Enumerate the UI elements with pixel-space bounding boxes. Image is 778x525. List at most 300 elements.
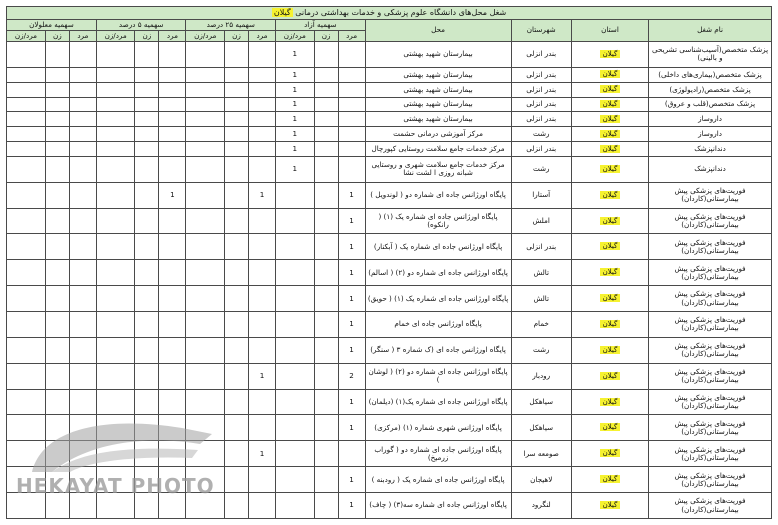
cell-quota-count [225,260,249,286]
cell-quota-count [314,260,338,286]
cell-quota-count [96,127,135,142]
table-row [7,67,772,82]
cell-quota-count: 1 [338,493,365,519]
cell-quota-count [7,363,46,389]
cell-quota-count [135,260,159,286]
cell-quota-count [186,286,225,312]
cell-job: پزشک متخصص(قلب و عروق) [649,97,772,112]
cell-quota-count [248,208,275,234]
cell-quota-count [135,467,159,493]
cell-quota-count [338,67,365,82]
header-quota-5: سهمیه ۵ درصد [96,20,186,31]
cell-quota-count [7,112,46,127]
cell-quota-count [135,127,159,142]
cell-quota-count [96,493,135,519]
cell-quota-count [338,142,365,157]
cell-quota-count: 1 [338,234,365,260]
cell-city: صومعه سرا [511,441,571,467]
cell-quota-count [96,112,135,127]
cell-province [571,493,648,519]
cell-quota-count [45,142,69,157]
subheader-either: مرد/زن [7,31,46,42]
header-job: نام شغل [649,20,772,42]
cell-location: پایگاه اورژانس جاده ای شماره یک(۱) (دیلمان) [365,389,511,415]
cell-quota-count [69,415,96,441]
subheader-either: مرد/زن [276,31,315,42]
cell-quota-count: 1 [159,182,186,208]
cell-quota-count [45,337,69,363]
cell-quota-count [159,493,186,519]
cell-quota-count [276,467,315,493]
cell-quota-count [314,142,338,157]
cell-province [571,311,648,337]
cell-quota-count [96,337,135,363]
table-row [7,142,772,157]
cell-location: مرکز آموزشی درمانی حشمت [365,127,511,142]
table-row [7,260,772,286]
table-body [7,42,772,519]
cell-job: پزشک متخصص(بیماری‌های داخلی) [649,67,772,82]
cell-quota-count [314,441,338,467]
cell-quota-count [248,82,275,97]
cell-quota-count [159,415,186,441]
cell-quota-count [248,415,275,441]
cell-quota-count [248,389,275,415]
cell-quota-count [69,260,96,286]
cell-quota-count [7,441,46,467]
cell-quota-count [186,42,225,68]
cell-quota-count [225,234,249,260]
cell-quota-count [135,67,159,82]
cell-quota-count [45,441,69,467]
cell-quota-count [314,82,338,97]
cell-quota-count [69,441,96,467]
cell-quota-count [186,311,225,337]
watermark-text: HEKAYAT PHOTO [16,474,215,498]
job-table [6,6,772,519]
cell-job: پزشک متخصص(آسیب‌شناسی تشریحی و بالینی) [649,42,772,68]
cell-quota-count [7,127,46,142]
cell-city: بندر انزلی [511,97,571,112]
cell-location: پایگاه اورژانس جاده ای (ک شماره ۳ ( سنگر) [365,337,511,363]
cell-quota-count [45,156,69,182]
cell-quota-count [314,156,338,182]
cell-location: بیمارستان شهید بهشتی [365,42,511,68]
cell-city: بندر انزلی [511,112,571,127]
cell-job: فوریت‌های پزشکی پیش بیمارستانی(کاردان) [649,311,772,337]
subheader-men: مرد [69,31,96,42]
cell-location: پایگاه اورژانس جاده ای شماره یک (۱) ( رانکوه) [365,208,511,234]
cell-quota-count: 1 [338,389,365,415]
cell-quota-count [248,286,275,312]
cell-quota-count [7,389,46,415]
cell-quota-count [248,311,275,337]
cell-job: داروساز [649,127,772,142]
cell-quota-count: 1 [276,67,315,82]
table-row [7,363,772,389]
cell-quota-count [159,208,186,234]
cell-city: تالش [511,260,571,286]
cell-quota-count [7,260,46,286]
cell-quota-count [225,156,249,182]
cell-quota-count [338,441,365,467]
cell-quota-count [186,441,225,467]
cell-location: پایگاه اورژانس جاده ای شماره دو ( لوندویل ) [365,182,511,208]
cell-quota-count [135,156,159,182]
cell-quota-count [248,97,275,112]
cell-city: لاهیجان [511,467,571,493]
header-quota-free: سهمیه آزاد [276,20,366,31]
cell-quota-count: 1 [338,467,365,493]
cell-location: پایگاه اورژانس جاده ای شماره یک ( آبکنار) [365,234,511,260]
cell-quota-count [276,493,315,519]
cell-quota-count [135,363,159,389]
province-badge: گیلان [600,501,621,509]
cell-quota-count [276,311,315,337]
province-badge: گیلان [600,70,621,78]
cell-quota-count [225,493,249,519]
cell-quota-count: 1 [276,112,315,127]
province-badge: گیلان [600,115,621,123]
table-row [7,97,772,112]
cell-job: فوریت‌های پزشکی پیش بیمارستانی(کاردان) [649,286,772,312]
cell-job: دندانپزشک [649,142,772,157]
cell-quota-count [159,127,186,142]
cell-quota-count: 1 [338,415,365,441]
cell-quota-count [248,127,275,142]
cell-quota-count [135,441,159,467]
cell-quota-count [7,82,46,97]
cell-quota-count [248,156,275,182]
cell-quota-count [69,82,96,97]
cell-province [571,67,648,82]
cell-quota-count [45,67,69,82]
cell-quota-count [135,97,159,112]
cell-quota-count: 1 [338,182,365,208]
cell-location: بیمارستان شهید بهشتی [365,67,511,82]
cell-quota-count [248,42,275,68]
cell-job: فوریت‌های پزشکی پیش بیمارستانی(کاردان) [649,415,772,441]
cell-province [571,208,648,234]
cell-province [571,97,648,112]
cell-quota-count [69,311,96,337]
cell-quota-count [186,142,225,157]
cell-quota-count [69,182,96,208]
cell-quota-count [7,97,46,112]
cell-job: فوریت‌های پزشکی پیش بیمارستانی(کاردان) [649,363,772,389]
cell-city: آستارا [511,182,571,208]
cell-location: پایگاه اورژانس جاده ای شماره دو (۲) ( اسالم) [365,260,511,286]
cell-quota-count [159,286,186,312]
cell-quota-count [186,467,225,493]
cell-quota-count [225,208,249,234]
cell-quota-count [159,260,186,286]
cell-quota-count [96,467,135,493]
cell-quota-count [186,156,225,182]
table-row [7,337,772,363]
cell-quota-count [248,142,275,157]
cell-quota-count: 1 [276,142,315,157]
cell-quota-count [45,311,69,337]
cell-city: بندر انزلی [511,42,571,68]
cell-quota-count [7,493,46,519]
cell-quota-count: 1 [248,363,275,389]
subheader-men: مرد [248,31,275,42]
cell-quota-count: 1 [248,182,275,208]
cell-location: بیمارستان شهید بهشتی [365,112,511,127]
cell-province [571,156,648,182]
cell-quota-count: 2 [338,363,365,389]
cell-quota-count [248,337,275,363]
cell-location: بیمارستان شهید بهشتی [365,97,511,112]
cell-quota-count [45,389,69,415]
province-badge: گیلان [600,398,621,406]
cell-quota-count [186,127,225,142]
cell-quota-count [45,82,69,97]
province-badge: گیلان [600,217,621,225]
cell-quota-count [7,42,46,68]
cell-location: پایگاه اورژانس جاده ای شماره سه(۳) ( چاف) [365,493,511,519]
cell-quota-count [45,127,69,142]
cell-job: داروساز [649,112,772,127]
table-row [7,234,772,260]
cell-quota-count [69,286,96,312]
province-badge: گیلان [600,294,621,302]
table-row [7,182,772,208]
cell-quota-count [159,234,186,260]
cell-quota-count [276,286,315,312]
cell-quota-count [45,286,69,312]
cell-city: سیاهکل [511,415,571,441]
cell-quota-count [276,337,315,363]
title-highlight: گیلان [273,7,291,17]
cell-quota-count [186,67,225,82]
cell-province [571,389,648,415]
cell-quota-count [159,82,186,97]
province-badge: گیلان [600,191,621,199]
cell-quota-count [159,97,186,112]
cell-quota-count [45,415,69,441]
cell-location: پایگاه اورژانس شهری شماره (۱) (مرکزی) [365,415,511,441]
cell-quota-count [314,97,338,112]
cell-quota-count [248,234,275,260]
cell-quota-count [225,42,249,68]
cell-quota-count: 1 [248,441,275,467]
cell-quota-count [135,182,159,208]
cell-city: سیاهکل [511,389,571,415]
cell-province [571,337,648,363]
cell-quota-count [7,311,46,337]
cell-location: پایگاه اورژانس جاده ای شماره دو (۲) ( لوشان ) [365,363,511,389]
cell-quota-count [135,286,159,312]
cell-city: بندر انزلی [511,142,571,157]
cell-quota-count [69,127,96,142]
cell-quota-count: 1 [338,208,365,234]
cell-quota-count [69,97,96,112]
cell-quota-count [45,234,69,260]
header-city: شهرستان [511,20,571,42]
cell-city: رشت [511,337,571,363]
cell-quota-count [96,97,135,112]
cell-quota-count [314,112,338,127]
cell-quota-count [225,112,249,127]
cell-location: پایگاه اورژانس جاده ای شماره دو ( گوراب زرمیخ) [365,441,511,467]
subheader-men: مرد [338,31,365,42]
cell-quota-count [225,127,249,142]
cell-city: رشت [511,127,571,142]
province-badge: گیلان [600,372,621,380]
header-location: محل [365,20,511,42]
cell-location: پایگاه اورژانس جاده ای خمام [365,311,511,337]
province-badge: گیلان [600,50,621,58]
cell-quota-count [159,337,186,363]
cell-quota-count [45,363,69,389]
table-row [7,208,772,234]
header-province: استان [571,20,648,42]
table-row [7,82,772,97]
cell-quota-count [338,112,365,127]
cell-quota-count [314,286,338,312]
cell-quota-count [186,260,225,286]
cell-quota-count [7,286,46,312]
cell-quota-count [96,363,135,389]
cell-job: فوریت‌های پزشکی پیش بیمارستانی(کاردان) [649,234,772,260]
cell-quota-count [96,42,135,68]
cell-quota-count: 1 [276,156,315,182]
cell-quota-count [69,156,96,182]
cell-quota-count [45,260,69,286]
cell-quota-count [314,182,338,208]
cell-quota-count [96,234,135,260]
cell-quota-count [225,67,249,82]
cell-quota-count [96,415,135,441]
cell-quota-count [225,337,249,363]
cell-quota-count [225,286,249,312]
cell-quota-count [135,208,159,234]
cell-quota-count [7,467,46,493]
cell-province [571,234,648,260]
cell-quota-count [69,337,96,363]
cell-city: بندر انزلی [511,82,571,97]
cell-quota-count [159,467,186,493]
cell-quota-count [96,67,135,82]
cell-quota-count [314,234,338,260]
cell-location: بیمارستان شهید بهشتی [365,82,511,97]
cell-quota-count [135,82,159,97]
cell-quota-count [314,337,338,363]
province-badge: گیلان [600,100,621,108]
cell-quota-count [159,311,186,337]
cell-job: فوریت‌های پزشکی پیش بیمارستانی(کاردان) [649,467,772,493]
cell-quota-count: 1 [276,97,315,112]
cell-quota-count [248,493,275,519]
cell-quota-count [45,493,69,519]
cell-quota-count [276,260,315,286]
cell-city: بندر انزلی [511,234,571,260]
cell-quota-count [69,493,96,519]
cell-province [571,363,648,389]
cell-quota-count [69,67,96,82]
cell-quota-count [276,389,315,415]
cell-quota-count [338,156,365,182]
cell-quota-count [135,415,159,441]
cell-quota-count [159,389,186,415]
table-row [7,112,772,127]
cell-quota-count [135,42,159,68]
cell-quota-count [135,493,159,519]
table-row [7,493,772,519]
cell-quota-count [96,142,135,157]
cell-job: دندانپزشک [649,156,772,182]
cell-quota-count: 1 [338,286,365,312]
subheader-women: زن [314,31,338,42]
cell-quota-count [276,208,315,234]
province-badge: گیلان [600,165,621,173]
cell-location: پایگاه اورژانس جاده ای شماره یک ( رودبنه ) [365,467,511,493]
cell-quota-count [7,208,46,234]
cell-quota-count [186,182,225,208]
cell-quota-count [7,67,46,82]
cell-quota-count [276,415,315,441]
cell-quota-count [69,467,96,493]
cell-quota-count [225,97,249,112]
cell-province [571,142,648,157]
cell-quota-count [338,42,365,68]
cell-province [571,286,648,312]
cell-province [571,42,648,68]
cell-quota-count [69,142,96,157]
province-badge: گیلان [600,145,621,153]
subheader-women: زن [45,31,69,42]
cell-quota-count [96,182,135,208]
cell-province [571,441,648,467]
cell-quota-count [135,389,159,415]
cell-quota-count [225,441,249,467]
cell-quota-count [186,415,225,441]
cell-province [571,127,648,142]
cell-quota-count [186,493,225,519]
cell-quota-count [159,112,186,127]
cell-quota-count [96,389,135,415]
cell-job: پزشک متخصص(رادیولوژی) [649,82,772,97]
cell-quota-count [314,311,338,337]
cell-quota-count [159,42,186,68]
cell-quota-count [186,234,225,260]
cell-quota-count [248,112,275,127]
title-prefix: شغل محل‌های دانشگاه علوم پزشکی و خدمات بهداشتی درمانی [295,7,507,17]
table-row [7,286,772,312]
cell-city: املش [511,208,571,234]
cell-city: لنگرود [511,493,571,519]
cell-quota-count [159,156,186,182]
cell-quota-count [135,112,159,127]
cell-province [571,112,648,127]
cell-quota-count [135,337,159,363]
cell-quota-count [135,142,159,157]
cell-city: رشت [511,156,571,182]
province-badge: گیلان [600,423,621,431]
cell-quota-count [225,467,249,493]
table-title [7,7,772,20]
cell-quota-count [338,82,365,97]
province-badge: گیلان [600,346,621,354]
cell-quota-count [338,97,365,112]
cell-quota-count [7,182,46,208]
cell-quota-count [276,441,315,467]
cell-quota-count [314,42,338,68]
table-row [7,127,772,142]
cell-quota-count [135,311,159,337]
